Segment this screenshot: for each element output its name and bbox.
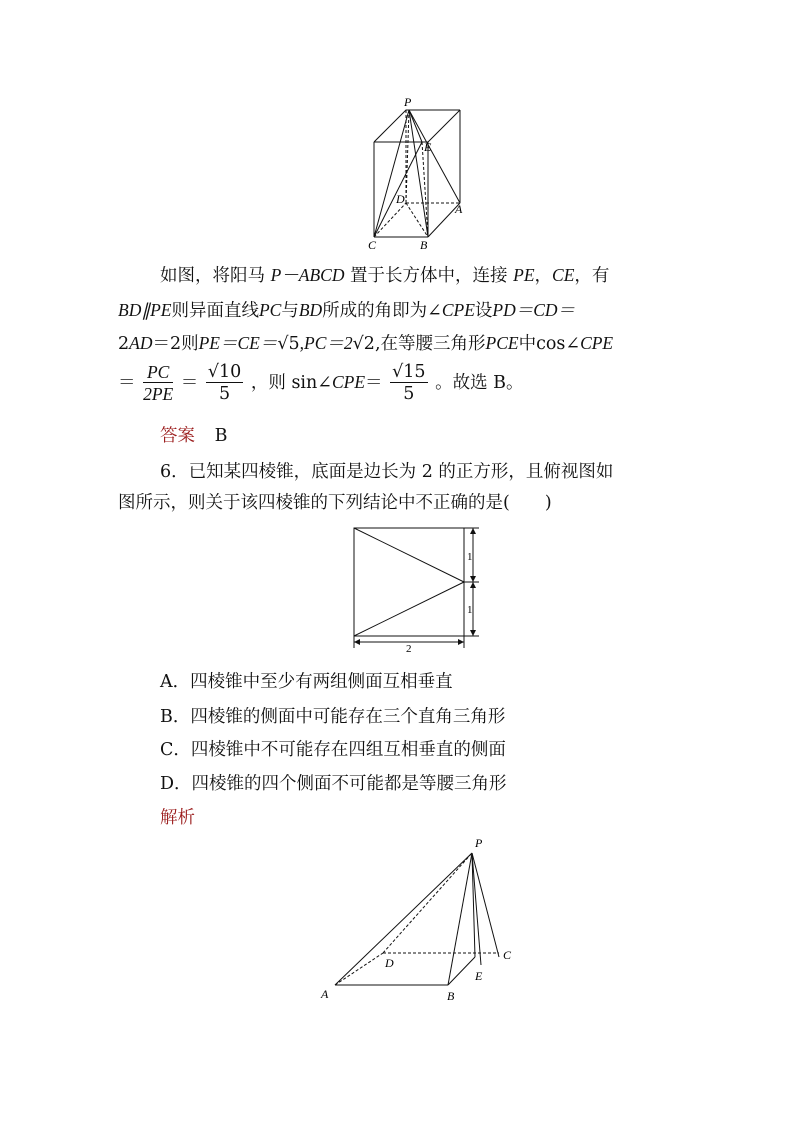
text: ＝ <box>118 373 136 393</box>
label-A: A <box>455 202 463 216</box>
solution-line-2 <box>118 298 575 323</box>
text: ， <box>534 266 553 286</box>
text: 所成的角即为∠ <box>322 301 442 321</box>
label-E: E <box>475 969 483 983</box>
figure-pyramid <box>315 835 525 1005</box>
label-D: D <box>385 956 394 970</box>
text: 与 <box>281 301 299 321</box>
denominator: 5 <box>403 384 415 404</box>
label-B: B <box>420 238 428 252</box>
solution-line-1 <box>160 263 609 288</box>
math: CPE <box>441 300 475 320</box>
answer-label: 答案 <box>160 426 195 446</box>
text: 2 <box>118 334 130 354</box>
label-C: C <box>368 238 377 252</box>
option-a: A．四棱锥中至少有两组侧面互相垂直 <box>160 672 453 692</box>
math: PE＝CE＝ <box>198 333 278 353</box>
text: 中cos∠ <box>518 334 581 354</box>
figure-top-view <box>345 520 495 655</box>
answer-value: B <box>214 426 228 446</box>
math: CE <box>552 265 575 285</box>
option-b: B．四棱锥的侧面中可能存在三个直角三角形 <box>160 707 506 727</box>
label-B: B <box>447 989 455 1003</box>
label-E: E <box>424 140 432 154</box>
math: AD <box>129 333 153 353</box>
text: ＝ <box>365 373 383 393</box>
text: 则异面直线 <box>171 301 259 321</box>
solution-line-4 <box>118 362 524 405</box>
denominator: 5 <box>219 384 231 404</box>
fraction-pc-2pe <box>143 362 173 405</box>
numerator: √15 <box>392 362 426 382</box>
math: BD∥PE <box>118 300 172 320</box>
dim-label-width: 2 <box>406 643 412 655</box>
math: BD <box>298 300 323 320</box>
math: PCE <box>485 333 519 353</box>
solution-line-3 <box>118 331 613 356</box>
label-D: D <box>396 192 405 206</box>
analysis-label: 解析 <box>160 808 195 828</box>
option-d: D．四棱锥的四个侧面不可能都是等腰三角形 <box>160 774 507 794</box>
text: 设 <box>474 301 493 321</box>
figure-yangma-cuboid <box>360 95 475 255</box>
math: PC <box>258 300 282 320</box>
dim-label-bottom: 1 <box>467 604 473 616</box>
math: CPE <box>580 333 614 353</box>
sqrt5: √5 <box>277 334 300 354</box>
math: CPE <box>331 372 366 392</box>
label-A: A <box>321 987 329 1001</box>
label-P: P <box>404 95 412 109</box>
dim-label-top: 1 <box>467 551 473 563</box>
question6-line-1: 6．已知某四棱锥，底面是边长为 2 的正方形，且俯视图如 <box>160 462 614 482</box>
answer-line <box>160 424 227 448</box>
text: 如图，将阳马 <box>160 266 265 286</box>
math: ,PC＝2 <box>299 333 353 353</box>
denominator: 2PE <box>143 384 174 404</box>
text: ,在等腰三角形 <box>374 334 486 354</box>
sqrt2: √2 <box>352 334 375 354</box>
text: ，有 <box>574 266 610 286</box>
label-C: C <box>503 948 512 962</box>
text: 。故选 B。 <box>435 373 524 393</box>
text: 置于长方体中，连接 <box>350 266 508 286</box>
math: P－ABCD <box>270 265 345 285</box>
text: ＝2则 <box>152 334 199 354</box>
math: PD＝CD＝ <box>492 300 576 320</box>
numerator: PC <box>143 362 173 383</box>
fraction-sqrt15-5 <box>390 362 427 405</box>
text: ＝ <box>180 373 199 393</box>
fraction-sqrt10-5 <box>206 362 243 405</box>
numerator: √10 <box>207 362 242 382</box>
label-P: P <box>475 836 483 850</box>
text: ，则 sin∠ <box>250 373 332 393</box>
math: PE <box>513 265 535 285</box>
question6-line-2: 图所示，则关于该四棱锥的下列结论中不正确的是( ) <box>118 493 552 513</box>
option-c: C．四棱锥中不可能存在四组互相垂直的侧面 <box>160 740 506 760</box>
